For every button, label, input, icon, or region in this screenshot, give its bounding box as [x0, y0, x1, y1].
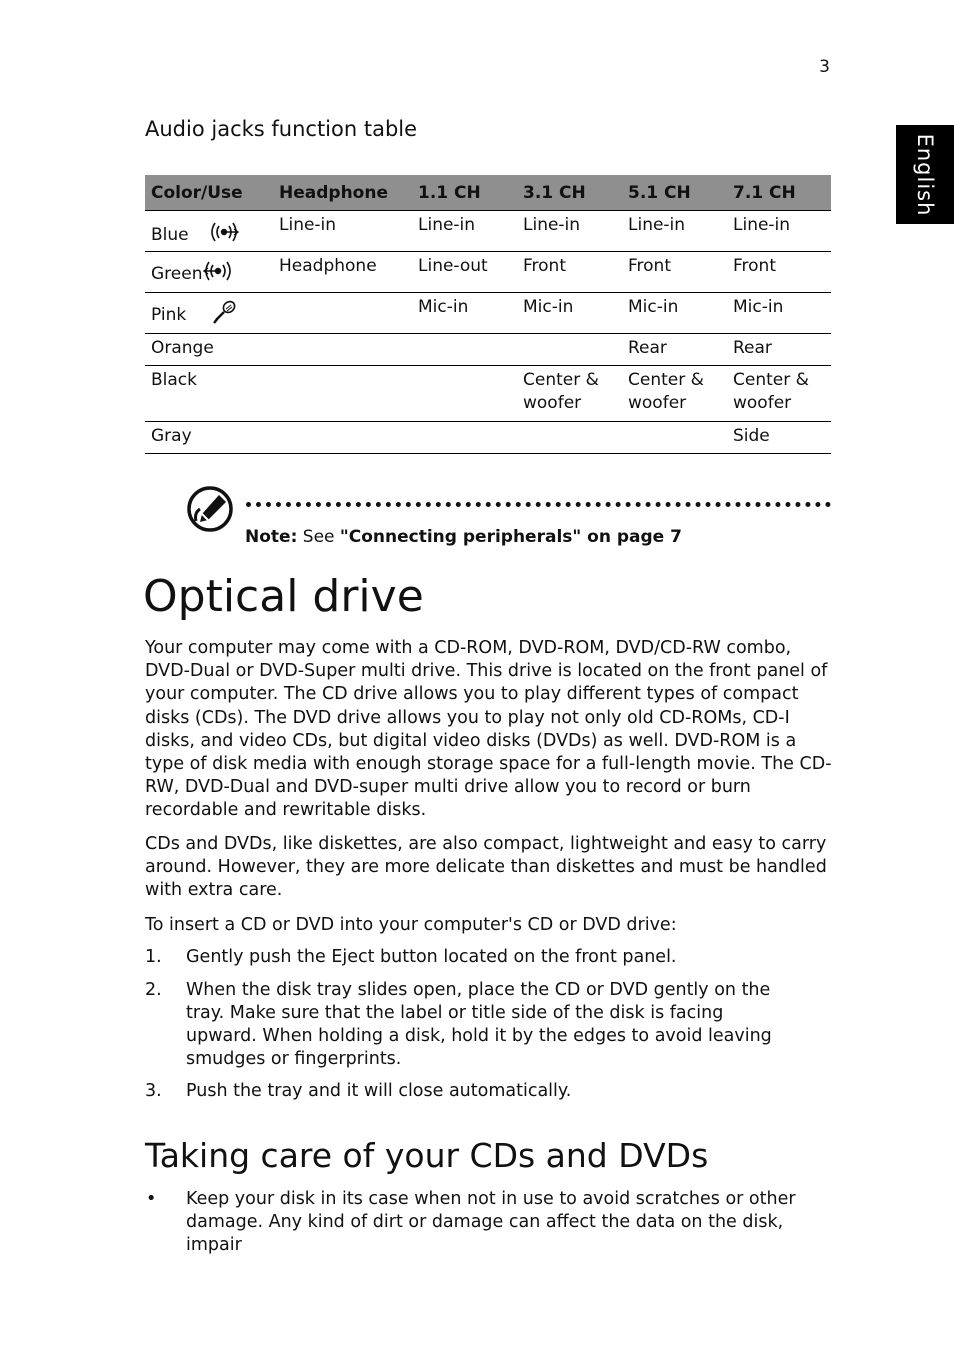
- cell: [412, 366, 517, 422]
- cell: Line-in: [727, 211, 831, 252]
- table-row: [145, 334, 831, 366]
- cell: Mic-in: [517, 293, 622, 334]
- list-number: 3.: [145, 1081, 162, 1101]
- cell: [517, 422, 622, 454]
- line-in-jack-icon: [209, 219, 239, 245]
- note-pen-icon: [186, 485, 234, 533]
- cell: [517, 334, 622, 366]
- list-text: Push the tray and it will close automatically.: [186, 1081, 572, 1101]
- row-color-label: Green: [151, 264, 203, 284]
- headphone-jack-icon: [203, 258, 233, 284]
- cell: Mic-in: [412, 293, 517, 334]
- cell: Line-in: [517, 211, 622, 252]
- cell: Rear: [622, 334, 727, 366]
- cell: [273, 334, 412, 366]
- header-5-1-ch: 5.1 CH: [622, 175, 727, 211]
- row-color-cell: [145, 211, 273, 252]
- cell: Front: [517, 252, 622, 293]
- cell: Mic-in: [727, 293, 831, 334]
- language-side-tab: [896, 125, 954, 224]
- cell: Line-out: [412, 252, 517, 293]
- cell: Headphone: [273, 252, 412, 293]
- cell: Rear: [727, 334, 831, 366]
- header-7-1-ch: 7.1 CH: [727, 175, 831, 211]
- row-color-cell: [145, 252, 273, 293]
- cell: Front: [622, 252, 727, 293]
- list-text: Gently push the Eject button located on the front panel.: [186, 947, 677, 967]
- page-number: 3: [819, 57, 830, 77]
- microphone-jack-icon: [209, 299, 239, 325]
- row-color-cell: [145, 293, 273, 334]
- cell: Line-in: [412, 211, 517, 252]
- list-text: Keep your disk in its case when not in use to avoid scratches or other damage. Any kind of dirt or damage can affect the data on the disk, impair: [186, 1189, 796, 1255]
- table-row: [145, 252, 831, 293]
- paragraph: Your computer may come with a CD-ROM, DVD-ROM, DVD/CD-RW combo, DVD-Dual or DVD-Super multi drive. This drive is located on the front panel of your computer. The CD drive allows you to play different types of compact disks (CDs). The DVD drive allows you to play not only old CD-ROMs, CD-I disks, and video CDs, but digital video disks (DVDs) as well. DVD-ROM is a type of disk media with enough storage space for a full-length movie. The CD-RW, DVD-Dual and DVD-super multi drive allow you to record or burn recordable and rewritable disks.: [145, 638, 832, 821]
- bullet: •: [146, 1189, 157, 1209]
- note-link[interactable]: "Connecting peripherals" on page 7: [339, 527, 682, 547]
- note-divider: [246, 502, 831, 507]
- cell: [412, 334, 517, 366]
- table-header-row: [145, 175, 831, 211]
- cell: Center & woofer: [727, 366, 831, 422]
- header-headphone: Headphone: [273, 175, 412, 211]
- table-row: [145, 293, 831, 334]
- cell: [412, 422, 517, 454]
- section-heading-cd-care: Taking care of your CDs and DVDs: [145, 1136, 709, 1175]
- cell: [273, 422, 412, 454]
- list-number: 1.: [145, 947, 162, 967]
- language-tab-label: English: [913, 133, 937, 216]
- note-text: See: [302, 527, 335, 547]
- paragraph: CDs and DVDs, like diskettes, are also compact, lightweight and easy to carry around. However, they are more delicate than diskettes and must be handled with extra care.: [145, 834, 827, 901]
- row-color-label: Blue: [151, 225, 189, 245]
- table-caption: Audio jacks function table: [145, 117, 418, 141]
- audio-jacks-table: [145, 175, 831, 454]
- cell: Line-in: [622, 211, 727, 252]
- row-color-label: Black: [145, 366, 273, 422]
- paragraph: To insert a CD or DVD into your computer's CD or DVD drive:: [145, 915, 677, 935]
- row-color-label: Gray: [145, 422, 273, 454]
- cell: Line-in: [273, 211, 412, 252]
- table-row: [145, 211, 831, 252]
- table-row: [145, 366, 831, 422]
- row-color-label: Pink: [151, 305, 187, 325]
- cell: Mic-in: [622, 293, 727, 334]
- section-heading-optical-drive: Optical drive: [143, 571, 424, 622]
- cell: Center & woofer: [517, 366, 622, 422]
- note: [245, 527, 682, 547]
- header-1-1-ch: 1.1 CH: [412, 175, 517, 211]
- cell: [273, 293, 412, 334]
- cell: Side: [727, 422, 831, 454]
- cell: [622, 422, 727, 454]
- header-color-use: Color/Use: [145, 175, 273, 211]
- header-3-1-ch: 3.1 CH: [517, 175, 622, 211]
- cell: Center & woofer: [622, 366, 727, 422]
- cell: Front: [727, 252, 831, 293]
- list-number: 2.: [145, 980, 162, 1000]
- table-row: [145, 422, 831, 454]
- list-text: When the disk tray slides open, place the CD or DVD gently on the tray. Make sure that the label or title side of the disk is facing upward. When holding a disk, hold it by the edges to avoid leaving smudges or fingerprints.: [186, 980, 772, 1069]
- cell: [273, 366, 412, 422]
- row-color-label: Orange: [145, 334, 273, 366]
- note-label: Note:: [245, 527, 298, 547]
